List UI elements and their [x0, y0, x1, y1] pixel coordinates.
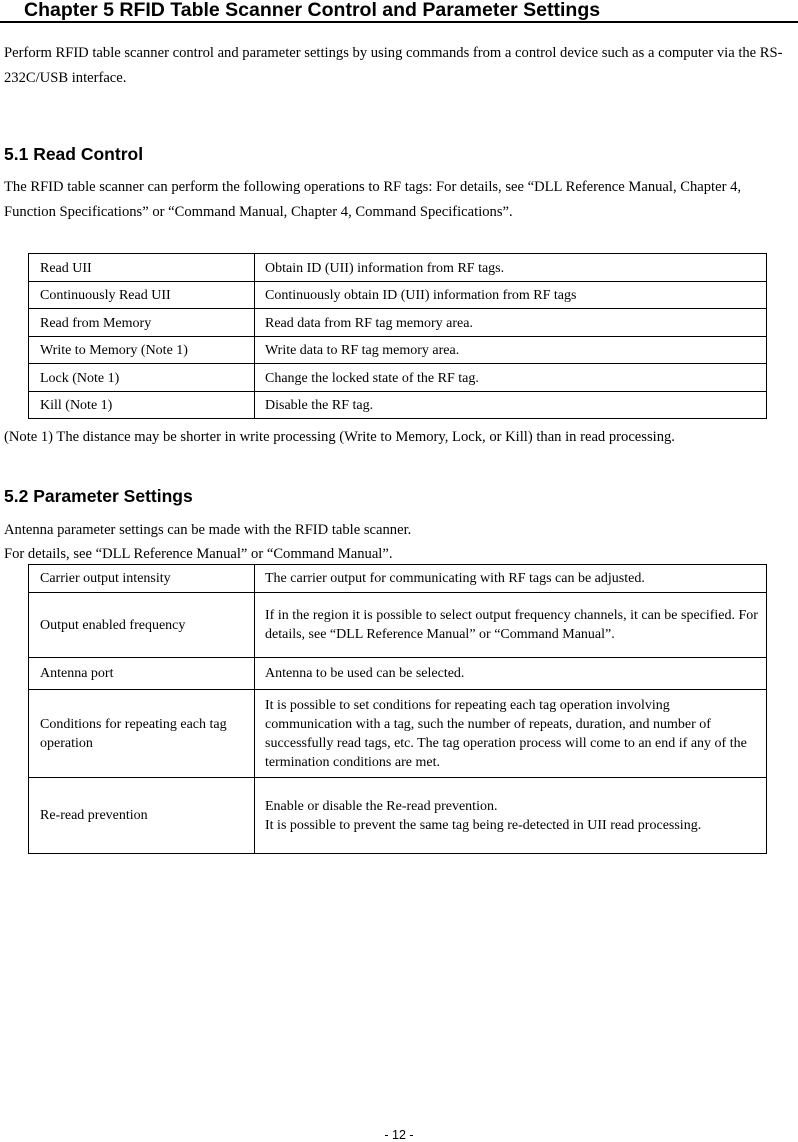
read-control-body: The RFID table scanner can perform the following operations to RF tags: For details, see “DLL Reference Manual, Chapter 4, Function Specifications” or “Command Manual, Chapter 4, Command Specifications”.: [4, 179, 742, 220]
parameter-description: If in the region it is possible to select output frequency channels, it can be specified. For details, see “DLL Reference Manual” or “Command Manual”.: [255, 593, 767, 658]
operation-name: Continuously Read UII: [29, 281, 255, 309]
section-heading-parameter-settings: 5.2 Parameter Settings: [4, 486, 193, 506]
operation-description: Obtain ID (UII) information from RF tags.: [255, 254, 767, 282]
table-row: [29, 690, 767, 778]
title-rule: [0, 21, 798, 23]
parameter-settings-line2: For details, see “DLL Reference Manual” or “Command Manual”.: [4, 546, 393, 562]
table-row: [29, 391, 767, 419]
operation-description: Disable the RF tag.: [255, 391, 767, 419]
table-row: [29, 778, 767, 854]
table-row: [29, 565, 767, 593]
operation-name: Read from Memory: [29, 309, 255, 337]
page-number: - 12 -: [384, 1128, 414, 1142]
operation-name: Lock (Note 1): [29, 364, 255, 392]
parameter-name: Re-read prevention: [29, 778, 255, 854]
table-row: [29, 364, 767, 392]
parameter-name: Conditions for repeating each tag operation: [29, 690, 255, 778]
parameter-description: Antenna to be used can be selected.: [255, 658, 767, 690]
table-row: [29, 281, 767, 309]
table-row: [29, 336, 767, 364]
operation-description: Read data from RF tag memory area.: [255, 309, 767, 337]
table-row: [29, 309, 767, 337]
operation-description: Continuously obtain ID (UII) information from RF tags: [255, 281, 767, 309]
parameter-name: Antenna port: [29, 658, 255, 690]
parameter-description: Enable or disable the Re-read prevention. It is possible to prevent the same tag being re-detected in UII read processing.: [255, 778, 767, 854]
table-row: [29, 658, 767, 690]
table-row: [29, 254, 767, 282]
parameter-name: Carrier output intensity: [29, 565, 255, 593]
chapter-title: Chapter 5 RFID Table Scanner Control and Parameter Settings: [24, 0, 601, 21]
operation-name: Kill (Note 1): [29, 391, 255, 419]
footnote: (Note 1) The distance may be shorter in write processing (Write to Memory, Lock, or Kill) than in read processing.: [4, 429, 675, 445]
parameter-settings-line1: Antenna parameter settings can be made with the RFID table scanner.: [4, 522, 412, 538]
operation-description: Write data to RF tag memory area.: [255, 336, 767, 364]
parameter-description: It is possible to set conditions for repeating each tag operation involving communication with a tag, such the number of repeats, duration, and number of successfully read tags, etc. The tag operation process will come to an end if any of the termination conditions are met.: [255, 690, 767, 778]
parameter-name: Output enabled frequency: [29, 593, 255, 658]
operations-table: [28, 253, 767, 419]
section-heading-read-control: 5.1 Read Control: [4, 144, 144, 164]
operation-description: Change the locked state of the RF tag.: [255, 364, 767, 392]
parameter-description: The carrier output for communicating with RF tags can be adjusted.: [255, 565, 767, 593]
chapter-intro: Perform RFID table scanner control and parameter settings by using commands from a control device such as a computer via the RS-232C/USB interface.: [4, 45, 783, 86]
table-row: [29, 593, 767, 658]
operation-name: Write to Memory (Note 1): [29, 336, 255, 364]
parameters-table: [28, 564, 767, 854]
operation-name: Read UII: [29, 254, 255, 282]
